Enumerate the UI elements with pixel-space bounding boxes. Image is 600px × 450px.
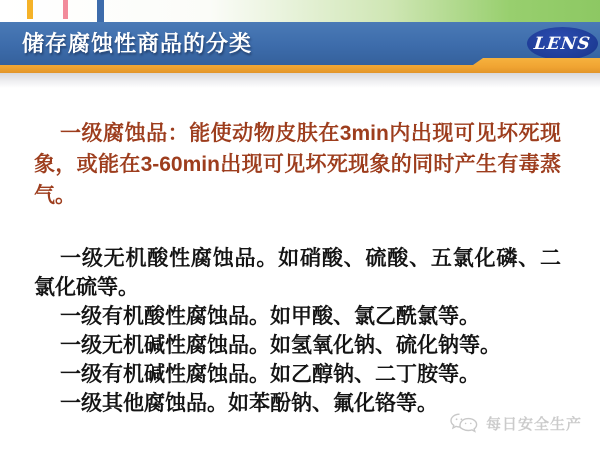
definition-paragraph: 一级腐蚀品：能使动物皮肤在3min内出现可见坏死现象，或能在3-60min出现可见坏死现象的同时产生有毒蒸气。: [34, 122, 561, 207]
category-list: [34, 244, 561, 418]
watermark-text: 每日安全生产: [485, 415, 582, 433]
top-accent-strip: [0, 0, 600, 22]
accent-bar-pink: [63, 0, 68, 19]
watermark: [449, 412, 582, 434]
page-title: 储存腐蚀性商品的分类: [22, 30, 253, 56]
wechat-icon: [449, 412, 480, 435]
list-item: 一级其他腐蚀品。如苯酚钠、氟化铬等。: [60, 392, 438, 415]
list-item: 一级有机酸性腐蚀品。如甲酸、氯乙酰氯等。: [60, 305, 480, 328]
list-item: 一级无机酸性腐蚀品。如硝酸、硫酸、五氯化磷、二氯化硫等。: [34, 247, 561, 299]
slide-body: [34, 118, 561, 418]
list-item: 一级有机碱性腐蚀品。如乙醇钠、二丁胺等。: [60, 363, 480, 386]
lens-logo-text: LENS: [533, 33, 592, 54]
list-item: 一级无机碱性腐蚀品。如氢氧化钠、硫化钠等。: [60, 334, 501, 357]
header-drop-shadow: [0, 73, 600, 88]
accent-bar-yellow: [27, 0, 33, 19]
lens-logo-badge: [527, 27, 598, 60]
accent-bar-blue: [97, 0, 104, 22]
